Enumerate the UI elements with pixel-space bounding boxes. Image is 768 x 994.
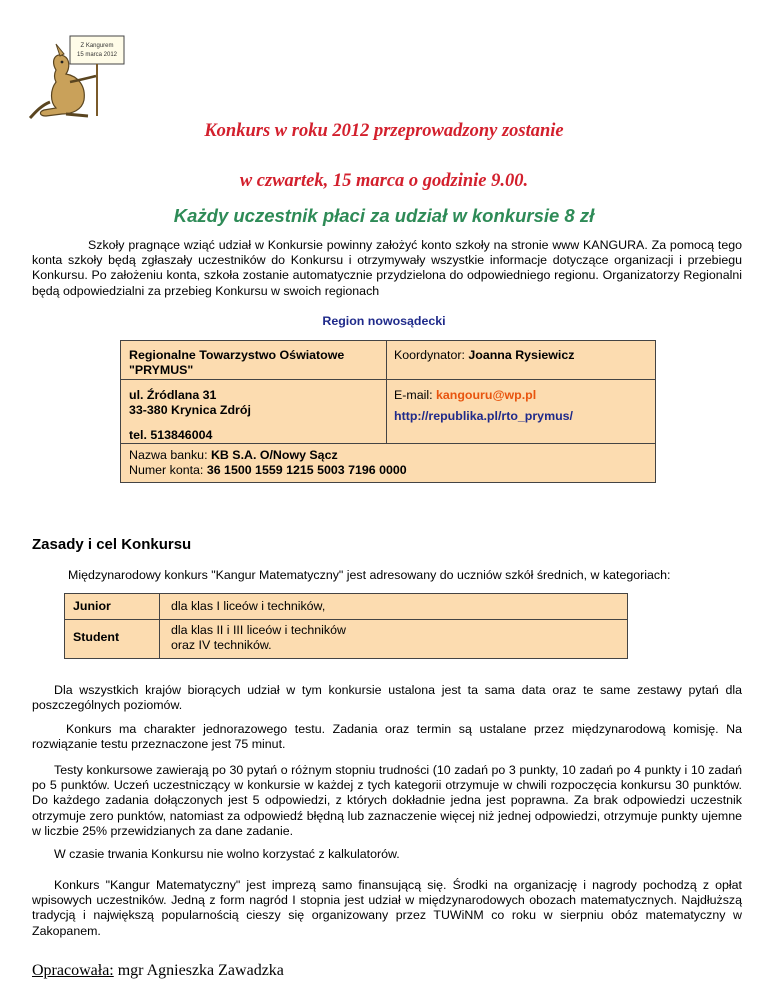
rules-paragraph <box>32 722 742 752</box>
logo-sign-line1: Z Kangurem <box>80 43 114 49</box>
coordinator-label: Koordynator: <box>394 348 469 362</box>
website-link[interactable]: http://republika.pl/rto_prymus/ <box>394 409 573 423</box>
bank-name: KB S.A. O/Nowy Sącz <box>210 448 338 462</box>
phone: tel. 513846004 <box>129 428 213 442</box>
rules-intro: Międzynarodowy konkurs "Kangur Matematyczny" jest adresowany do uczniów szkół średnich, w kategoriach: <box>68 568 671 582</box>
region-title: Region nowosądecki <box>322 314 446 328</box>
intro-paragraph <box>32 238 742 299</box>
para-text: Dla wszystkich krajów biorących udział w tym konkursie ustalona jest ta sama data oraz te same zestawy pytań dla poszczególnych poziomów. <box>32 683 742 713</box>
coordinator <box>394 348 649 363</box>
email-link[interactable]: kangouru@wp.pl <box>436 388 537 402</box>
para-text: Konkurs "Kangur Matematyczny" jest imprezą samo finansującą się. Środki na organizację i nagrody pochodzą z opłat wpisowych uczestników. Jedną z form nagród I stopnia jest udział w międzynarodowych obozach matematycznych. Najdłuższą tradycją i największą popularnością cieszy się organizowany przez TUWiNM co roku w sierpniu obóz matematyczny w Zakopanem. <box>32 878 742 938</box>
org-name-line1: Regionalne Towarzystwo Oświatowe <box>129 348 345 362</box>
account-number: 36 1500 1559 1215 5003 7196 0000 <box>206 463 407 477</box>
rules-paragraph <box>32 683 742 713</box>
rules-title: Zasady i cel Konkursu <box>32 536 192 553</box>
address <box>129 388 379 443</box>
para-text: W czasie trwania Konkursu nie wolno korzystać z kalkulatorów. <box>54 847 400 861</box>
intro-text: Szkoły pragnące wziąć udział w Konkursie powinny założyć konto szkoły na stronie www KANGURA. Za pomocą tego konta szkoły będą zgłaszały uczestników do Konkursu i otrzymywały wszystkie informacje dotyczące organizacji i przebiegu Konkursu. Po założeniu konta, szkoła zostanie automatycznie przydzielona do odpowiedniego regionu. Organizatorzy Regionalni będą odpowiedzialni za przebieg Konkursu w swoich regionach <box>32 238 742 298</box>
headline-date: w czwartek, 15 marca o godzinie 9.00. <box>239 171 529 191</box>
category-name: Student <box>73 630 120 644</box>
address-street: ul. Źródlana 31 <box>129 388 217 402</box>
logo-sign-line2: 15 marca 2012 <box>76 52 118 58</box>
category-desc: dla klas I liceów i techników, <box>171 599 326 613</box>
org-name-line2: "PRYMUS" <box>129 363 194 377</box>
para-text: Testy konkursowe zawierają po 30 pytań o różnym stopniu trudności (10 zadań po 3 punkty, 10 zadań po 4 punkty i 10 zadań po 5 punktów. Uczeń uczestniczący w konkursie w każdej z tych kategorii otrzymuje w chwili rozpoczęcia konkursu 30 punktów. Do każdego zadania dołączonych jest 5 odpowiedzi, z których dokładnie jedna jest poprawna. Za brak odpowiedzi uczestnik otrzymuje zero punktów, natomiast za odpowiedź błędną lub zaznaczenie więcej niż jednej odpowiedzi, otrzymuje punkty ujemne w liczbie 25% przewidzianych za dane zadanie. <box>32 763 742 838</box>
categories-table <box>64 593 628 659</box>
headline-year: Konkurs w roku 2012 przeprowadzony zostanie <box>204 121 564 141</box>
category-desc-line1: dla klas II i III liceów i techników <box>171 623 346 637</box>
coordinator-name: Joanna Rysiewicz <box>468 348 575 362</box>
org-name <box>129 348 379 378</box>
para-text: Konkurs ma charakter jednorazowego testu. Zadania oraz termin są ustalane przez międzynarodową komisję. Na rozwiązanie testu przeznaczone jest 75 minut. <box>32 722 742 752</box>
category-name: Junior <box>73 599 111 613</box>
rules-paragraph <box>32 763 742 839</box>
email-label: E-mail: <box>394 388 436 402</box>
kangaroo-logo <box>26 30 146 120</box>
footer-label: Opracowała: <box>32 962 114 979</box>
headline-fee: Każdy uczestnik płaci za udział w konkursie 8 zł <box>173 205 595 226</box>
rules-paragraph <box>32 847 742 862</box>
region-info-box <box>120 340 656 483</box>
bank-label: Nazwa banku: <box>129 448 211 462</box>
bank-details <box>129 448 649 478</box>
contact <box>394 388 649 424</box>
category-desc-line2: oraz IV techników. <box>171 638 272 652</box>
footer-author <box>32 962 284 980</box>
address-city: 33-380 Krynica Zdrój <box>129 403 251 417</box>
footer-author-name: mgr Agnieszka Zawadzka <box>117 962 284 979</box>
account-label: Numer konta: <box>129 463 207 477</box>
rules-paragraph <box>32 878 742 939</box>
category-desc <box>171 623 346 653</box>
